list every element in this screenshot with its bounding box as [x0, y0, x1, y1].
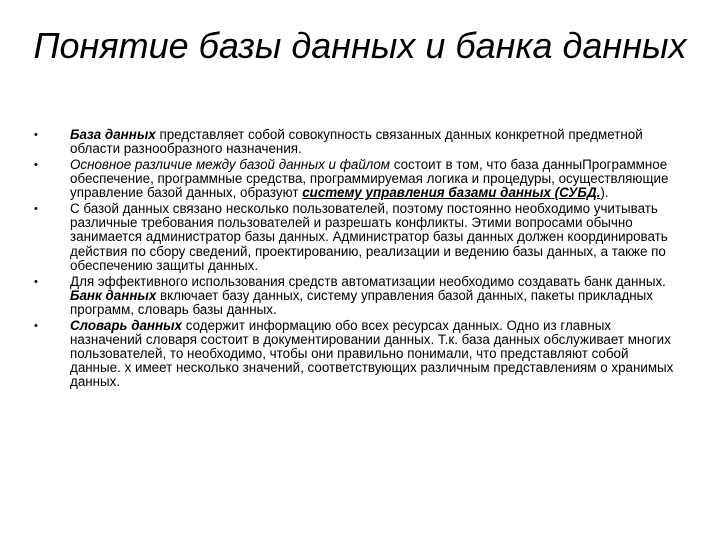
item-text: содержит информацию обо всех ресурсах данных. Одно из главных назначений словаря состоит в документировании данных. Т.к. база данных обслуживает многих пользователей, то необходимо, чтобы они правильно понимали, что представляют собой данные. х имеет несколько значений, соответствующих различным представлениям о хранимых данных.: [70, 317, 674, 390]
item-text: С базой данных связано несколько пользователей, поэтому постоянно необходимо учитывать различные требования пользователей и разрешать конфликты. Этими вопросами обычно занимается администратор базы данных. Администратор базы данных должен координировать действия по сбору сведений, проектированию, реализации и ведению базы данных, а также по обеспечению защиты данных.: [70, 201, 668, 273]
item-text: состоит в том, что база данныПрограммное обеспечение, программные средства, программируемая логика и процедуры, осуществляющие управление базой данных, образуют: [70, 156, 669, 201]
list-item: [34, 202, 674, 273]
item-text: включает базу данных, систему управления базой данных, пакеты прикладных программ, словарь базы данных.: [70, 287, 653, 317]
bullet-icon: •: [34, 158, 38, 171]
list-item: [34, 158, 674, 201]
slide-title: Понятие базы данных и банка данных: [33, 25, 687, 66]
bullet-icon: •: [34, 129, 38, 141]
term-dbms: систему управления базами данных (СУБД.: [302, 185, 601, 201]
bullet-icon: •: [34, 319, 38, 332]
bullet-list: [34, 128, 674, 391]
bullet-icon: •: [34, 203, 38, 216]
list-item: [34, 319, 674, 390]
term-database: База данных: [70, 127, 156, 142]
bullet-icon: •: [34, 275, 38, 288]
item-text: Для эффективного использования средств автоматизации необходимо создавать банк данных.: [70, 273, 666, 289]
item-text-end: ).: [600, 185, 609, 201]
list-item: [34, 128, 674, 156]
term-data-dictionary: Словарь данных: [70, 317, 182, 333]
list-item: [34, 275, 674, 318]
term-main-difference: Основное различие между базой данных и файлом: [70, 156, 390, 172]
term-data-bank: Банк данных: [70, 287, 157, 303]
item-text: представляет собой совокупность связанных данных конкретной предметной области разнообразного назначения.: [70, 127, 643, 157]
